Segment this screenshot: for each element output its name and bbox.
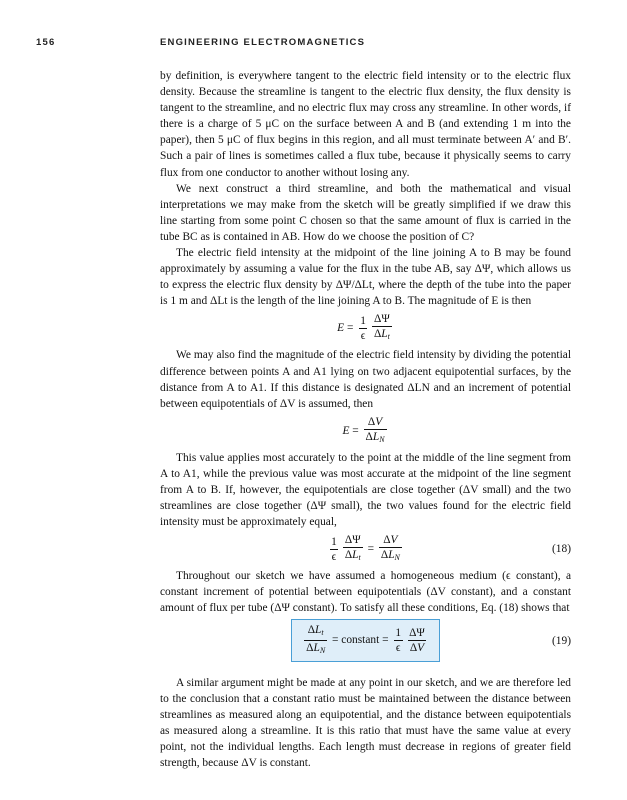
paragraph-1: by definition, is everywhere tangent to the electric field intensity or to the electric flux density. Because the streamline is tangent to the electric flux density, the flux density is tangent to the streamline, and no electric flux may cross any streamline. In other words, if there is a charge of 5 μC on the surface between A and B (and extending 1 m into the paper), then 5 μC of flux begins in this region, and all must terminate between A′ and B′. Such a pair of lines is sometimes called a flux tube, because it physically seems to carry flux from one conductor to another without losing any. bbox=[160, 70, 571, 179]
paragraph-7: A similar argument might be made at any point in our sketch, and we are therefore led to the conclusion that a constant ratio must be maintained between the distance between streamlines as measured along an equipotential, and the distance between equipotentials as measured along a streamline. It is this ratio that must have the same value at every point, not the individual lengths. Each length must decrease in regions of greater field strength, because ΔV is constant. bbox=[160, 676, 571, 769]
running-head: ENGINEERING ELECTROMAGNETICS bbox=[160, 37, 366, 48]
paragraph-3: The electric field intensity at the midpoint of the line joining A to B may be found approximately by assuming a value for the flux in the tube AB, say ΔΨ, which allows us to express the electric flux density by ΔΨ/ΔLt, where the depth of the tube into the paper is 1 m and ΔLt is the length of the line joining A to B. The magnitude of E is then bbox=[160, 247, 571, 308]
equation-e-flux: E = $\frac{1}{\epsilon}$ $\frac{\Delta\Psi}{\Delta L_t}$ bbox=[160, 311, 571, 345]
equation-18: $\frac{1}{\epsilon}$ $\frac{\Delta\Psi}{\Delta L_t}$ = $\frac{\Delta V}{\Delta L_N}$ (18) bbox=[160, 532, 571, 566]
equation-19-number: (19) bbox=[552, 634, 571, 647]
equation-19-box: $\frac{\Delta L_t}{\Delta L_N}$ = constant = $\frac{1}{\epsilon}$ $\frac{\Delta\Psi}{\Delta V}$ bbox=[291, 619, 440, 662]
constant-label: constant bbox=[341, 634, 380, 647]
paragraph-5: This value applies most accurately to the point at the middle of the line segment from A to A1, while the previous value was most accurate at the midpoint of the line segment from A to B. If, however, the equipotentials are close together (ΔV small) and the two streamlines are close together (ΔΨ small), the two values found for the electric field intensity must be approximately equal, bbox=[160, 451, 571, 529]
paragraph-2: We next construct a third streamline, and both the mathematical and visual interpretations we may make from the sketch will be greatly simplified if we draw this line starting from some point C chosen so that the same amount of flux is carried in the tube BC as is contained in AB. How do we choose the position of C? bbox=[160, 182, 571, 243]
body-text bbox=[160, 68, 571, 771]
paragraph-6: Throughout our sketch we have assumed a homogeneous medium (ϵ constant), a constant increment of potential between equipotentials (ΔV constant), and a constant amount of flux per tube (ΔΨ constant). To satisfy all these conditions, Eq. (18) shows that bbox=[160, 570, 571, 615]
paragraph-4: We may also find the magnitude of the electric field intensity by dividing the potential difference between points A and A1 lying on two adjacent equipotential surfaces, by the distance from A to A1. If this distance is designated ΔLN and an increment of potential between equipotentials of ΔV is assumed, then bbox=[160, 349, 571, 410]
page-number: 156 bbox=[36, 37, 56, 48]
equation-19 bbox=[160, 621, 571, 661]
equation-e-potential: E = $\frac{\Delta V}{\Delta L_N}$ bbox=[160, 414, 571, 448]
equation-18-number: (18) bbox=[552, 543, 571, 556]
